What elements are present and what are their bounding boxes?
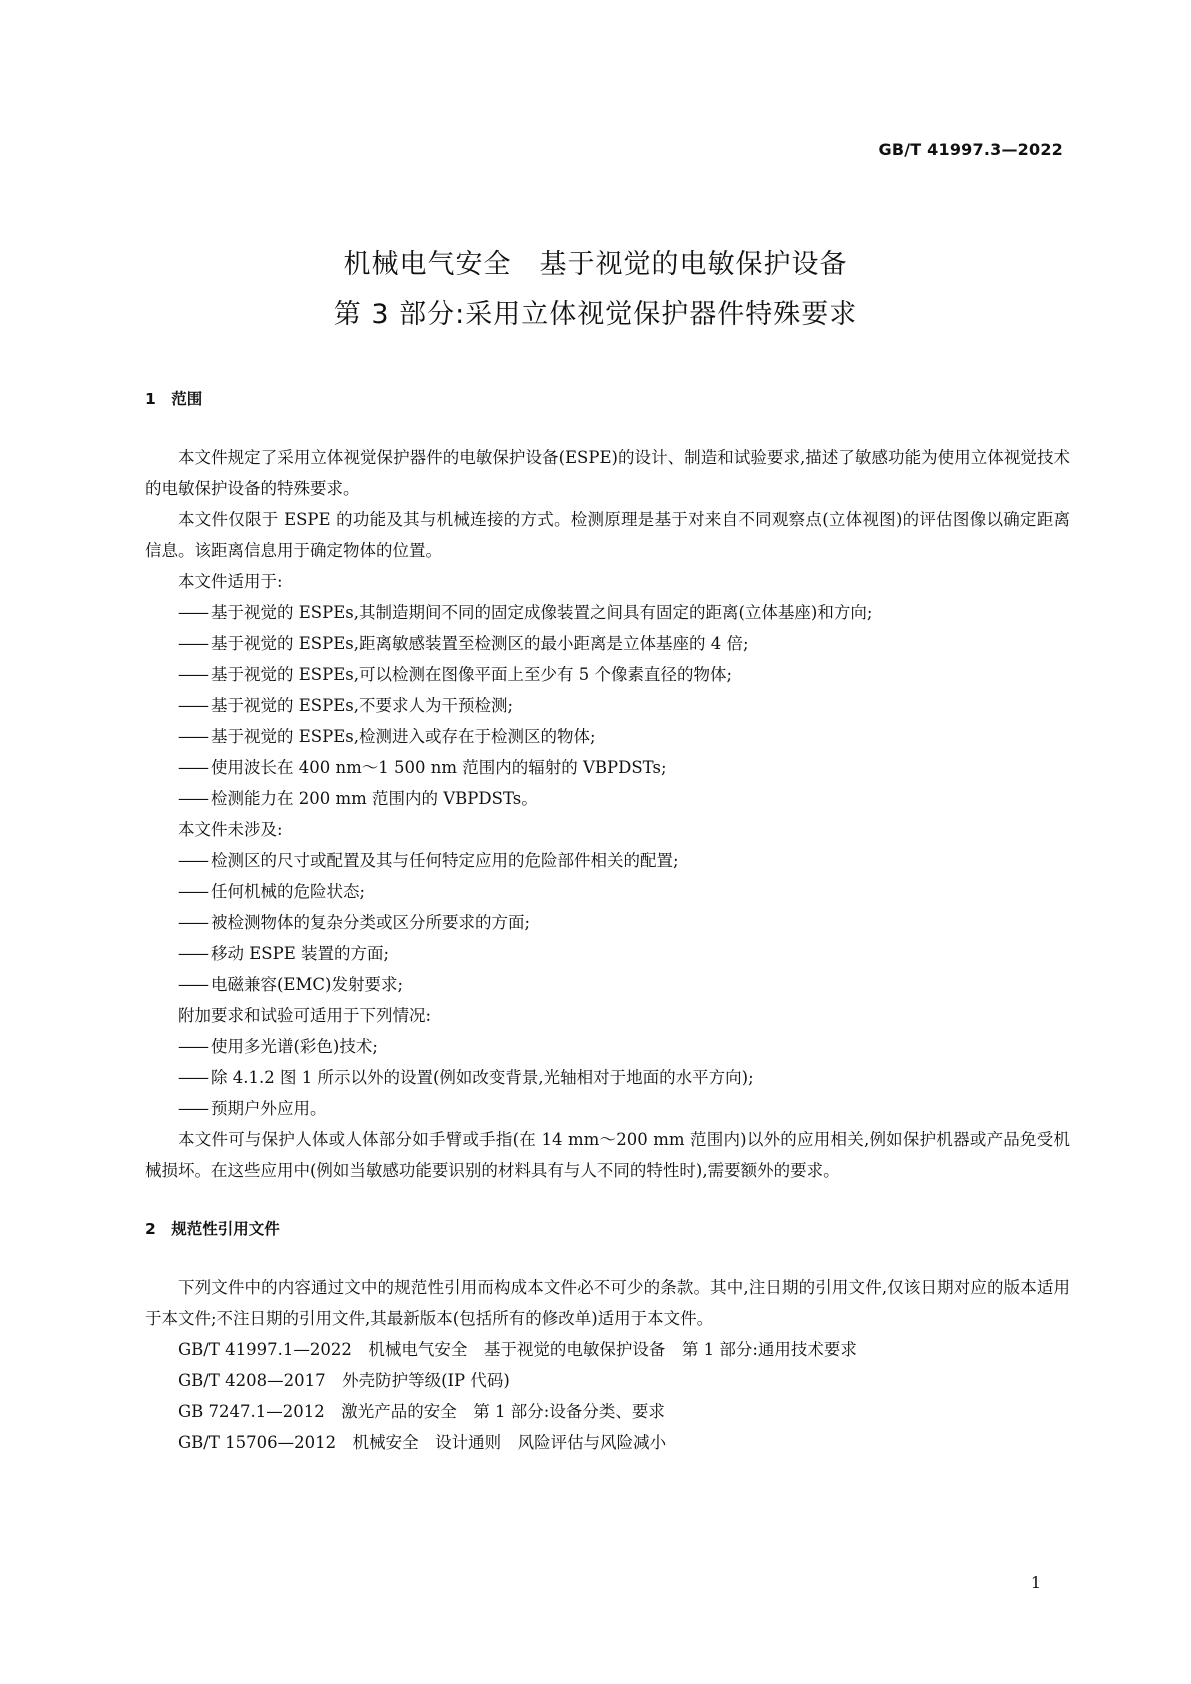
title-line-1: 机械电气安全 基于视觉的电敏保护设备 — [343, 249, 848, 280]
dash-marker: —— — [178, 913, 207, 932]
dash-marker: —— — [178, 603, 207, 622]
list-item — [145, 938, 1070, 969]
list-item — [145, 628, 1070, 659]
list-item — [145, 597, 1070, 628]
list-item-text: 使用波长在 400 nm～1 500 nm 范围内的辐射的 VBPDSTs; — [211, 758, 667, 777]
dash-marker: —— — [178, 789, 207, 808]
list-item — [145, 783, 1070, 814]
list-item-text: 电磁兼容(EMC)发射要求; — [211, 975, 403, 994]
list-item — [145, 1062, 1070, 1093]
title-line-2: 第 3 部分:采用立体视觉保护器件特殊要求 — [333, 299, 858, 330]
not-covered-list — [145, 845, 1070, 1000]
list-item-text: 除 4.1.2 图 1 所示以外的设置(例如改变背景,光轴相对于地面的水平方向); — [211, 1068, 754, 1087]
list-item-text: 使用多光谱(彩色)技术; — [211, 1037, 378, 1056]
list-item — [145, 1093, 1070, 1124]
dash-marker: —— — [178, 634, 207, 653]
list-item-text: 预期户外应用。 — [211, 1099, 327, 1118]
list-item — [145, 659, 1070, 690]
dash-marker: —— — [178, 944, 207, 963]
section-1-heading: 1 范围 — [145, 390, 203, 408]
list-item — [145, 907, 1070, 938]
dash-marker: —— — [178, 851, 207, 870]
reference-item: GB/T 4208—2017 外壳防护等级(IP 代码) — [178, 1371, 510, 1390]
scope-paragraph-1: 本文件规定了采用立体视觉保护器件的电敏保护设备(ESPE)的设计、制造和试验要求,描述了敏感功能为使用立体视觉技术的电敏保护设备的特殊要求。 — [145, 448, 1070, 498]
dash-marker: —— — [178, 882, 207, 901]
dash-marker: —— — [178, 975, 207, 994]
list-item-text: 移动 ESPE 装置的方面; — [211, 944, 390, 963]
list-item-text: 基于视觉的 ESPEs,不要求人为干预检测; — [211, 696, 514, 715]
dash-marker: —— — [178, 696, 207, 715]
reference-item: GB 7247.1—2012 激光产品的安全 第 1 部分:设备分类、要求 — [178, 1402, 665, 1421]
reference-item: GB/T 15706—2012 机械安全 设计通则 风险评估与风险减小 — [178, 1433, 667, 1452]
additional-list — [145, 1031, 1070, 1124]
section-2-heading: 2 规范性引用文件 — [145, 1220, 280, 1238]
page-number: 1 — [1030, 1573, 1041, 1592]
list-item — [145, 690, 1070, 721]
list-item-text: 检测区的尺寸或配置及其与任何特定应用的危险部件相关的配置; — [211, 851, 679, 870]
dash-marker: —— — [178, 1037, 207, 1056]
dash-marker: —— — [178, 1068, 207, 1087]
list-item — [145, 752, 1070, 783]
list-item — [145, 845, 1070, 876]
list-item-text: 基于视觉的 ESPEs,其制造期间不同的固定成像装置之间具有固定的距离(立体基座)和方向; — [211, 603, 873, 622]
list-item — [145, 721, 1070, 752]
scope-paragraph-2: 本文件仅限于 ESPE 的功能及其与机械连接的方式。检测原理是基于对来自不同观察点(立体视图)的评估图像以确定距离信息。该距离信息用于确定物体的位置。 — [145, 510, 1070, 560]
list-item-text: 检测能力在 200 mm 范围内的 VBPDSTs。 — [211, 789, 538, 808]
dash-marker: —— — [178, 758, 207, 777]
references-intro: 下列文件中的内容通过文中的规范性引用而构成本文件必不可少的条款。其中,注日期的引用文件,仅该日期对应的版本适用于本文件;不注日期的引用文件,其最新版本(包括所有的修改单)适用于本文件。 — [145, 1278, 1070, 1328]
list-item-text: 任何机械的危险状态; — [211, 882, 366, 901]
applies-list — [145, 597, 1070, 814]
additional-label: 附加要求和试验可适用于下列情况: — [178, 1006, 432, 1025]
dash-marker: —— — [178, 727, 207, 746]
list-item — [145, 876, 1070, 907]
document-body — [145, 384, 1070, 1458]
reference-item: GB/T 41997.1—2022 机械电气安全 基于视觉的电敏保护设备 第 1 部分:通用技术要求 — [178, 1340, 857, 1359]
document-title — [0, 240, 1191, 340]
list-item-text: 基于视觉的 ESPEs,可以检测在图像平面上至少有 5 个像素直径的物体; — [211, 665, 732, 684]
dash-marker: —— — [178, 1099, 207, 1118]
dash-marker: —— — [178, 665, 207, 684]
list-item-text: 基于视觉的 ESPEs,距离敏感装置至检测区的最小距离是立体基座的 4 倍; — [211, 634, 749, 653]
applies-label: 本文件适用于: — [178, 572, 283, 591]
list-item — [145, 969, 1070, 1000]
list-item-text: 被检测物体的复杂分类或区分所要求的方面; — [211, 913, 531, 932]
list-item — [145, 1031, 1070, 1062]
list-item-text: 基于视觉的 ESPEs,检测进入或存在于检测区的物体; — [211, 727, 596, 746]
not-covered-label: 本文件未涉及: — [178, 820, 283, 839]
scope-closing-paragraph: 本文件可与保护人体或人体部分如手臂或手指(在 14 mm～200 mm 范围内)以外的应用相关,例如保护机器或产品免受机械损坏。在这些应用中(例如当敏感功能要识别的材料具有与人不同的特性时),需要额外的要求。 — [145, 1130, 1070, 1180]
references-list — [145, 1334, 1070, 1458]
standard-id: GB/T 41997.3—2022 — [878, 140, 1063, 159]
